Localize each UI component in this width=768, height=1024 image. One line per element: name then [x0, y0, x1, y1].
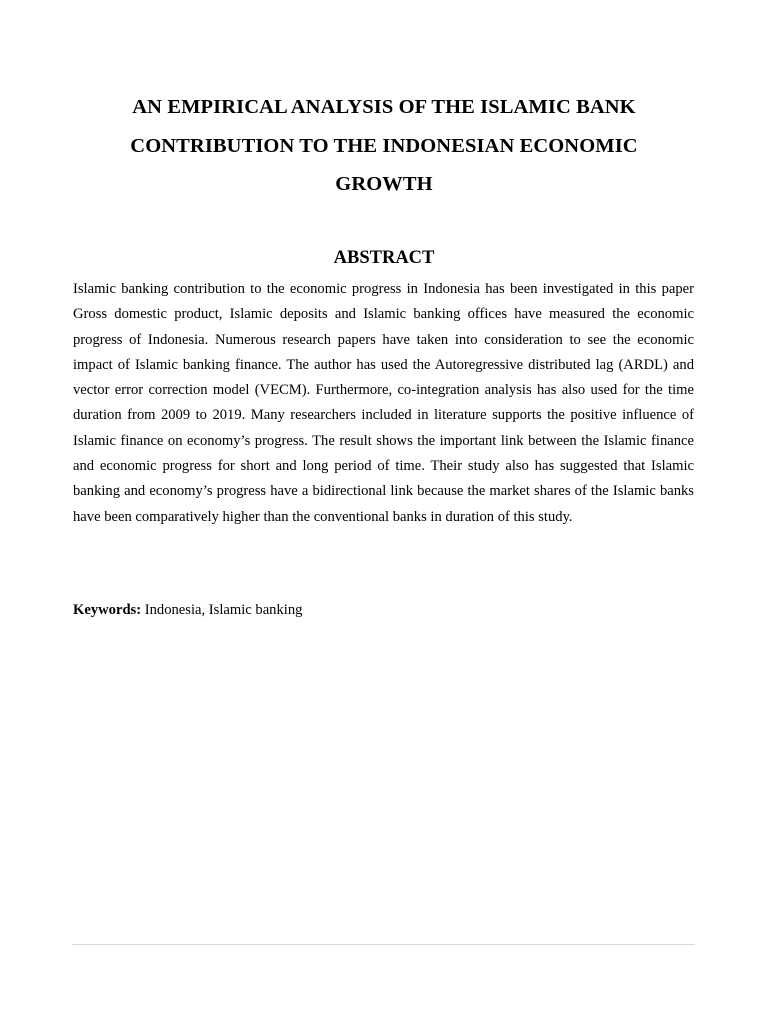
abstract-heading: ABSTRACT: [333, 248, 435, 268]
title-line-3: GROWTH: [335, 173, 433, 195]
keywords-label: Keywords:: [73, 602, 142, 618]
keywords-line: [73, 598, 694, 623]
abstract-text: Islamic banking contribution to the economic progress in Indonesia has been investigated in this paper Gross domestic product, Islamic deposits and Islamic banking offices have measured the economic progress of Indonesia. Numerous research papers have taken into consideration to see the economic impact of Islamic banking finance. The author has used the Autoregressive distributed lag (ARDL) and vector error correction model (VECM). Furthermore, co-integration analysis has also used for the time duration from 2009 to 2019. Many researchers included in literature supports the positive influence of Islamic finance on economy’s progress. The result shows the important link between the Islamic finance and economic progress for short and long period of time. Their study also has suggested that Islamic banking and economy’s progress have a bidirectional link because the market shares of the Islamic banks have been comparatively higher than the conventional banks in duration of this study.: [73, 281, 694, 525]
title-line-1: AN EMPIRICAL ANALYSIS OF THE ISLAMIC BANK: [132, 96, 636, 118]
footer-divider: [72, 944, 695, 945]
keywords-value: Indonesia, Islamic banking: [141, 602, 303, 618]
paper-title: [72, 88, 696, 204]
title-line-2: CONTRIBUTION TO THE INDONESIAN ECONOMIC: [130, 134, 638, 157]
